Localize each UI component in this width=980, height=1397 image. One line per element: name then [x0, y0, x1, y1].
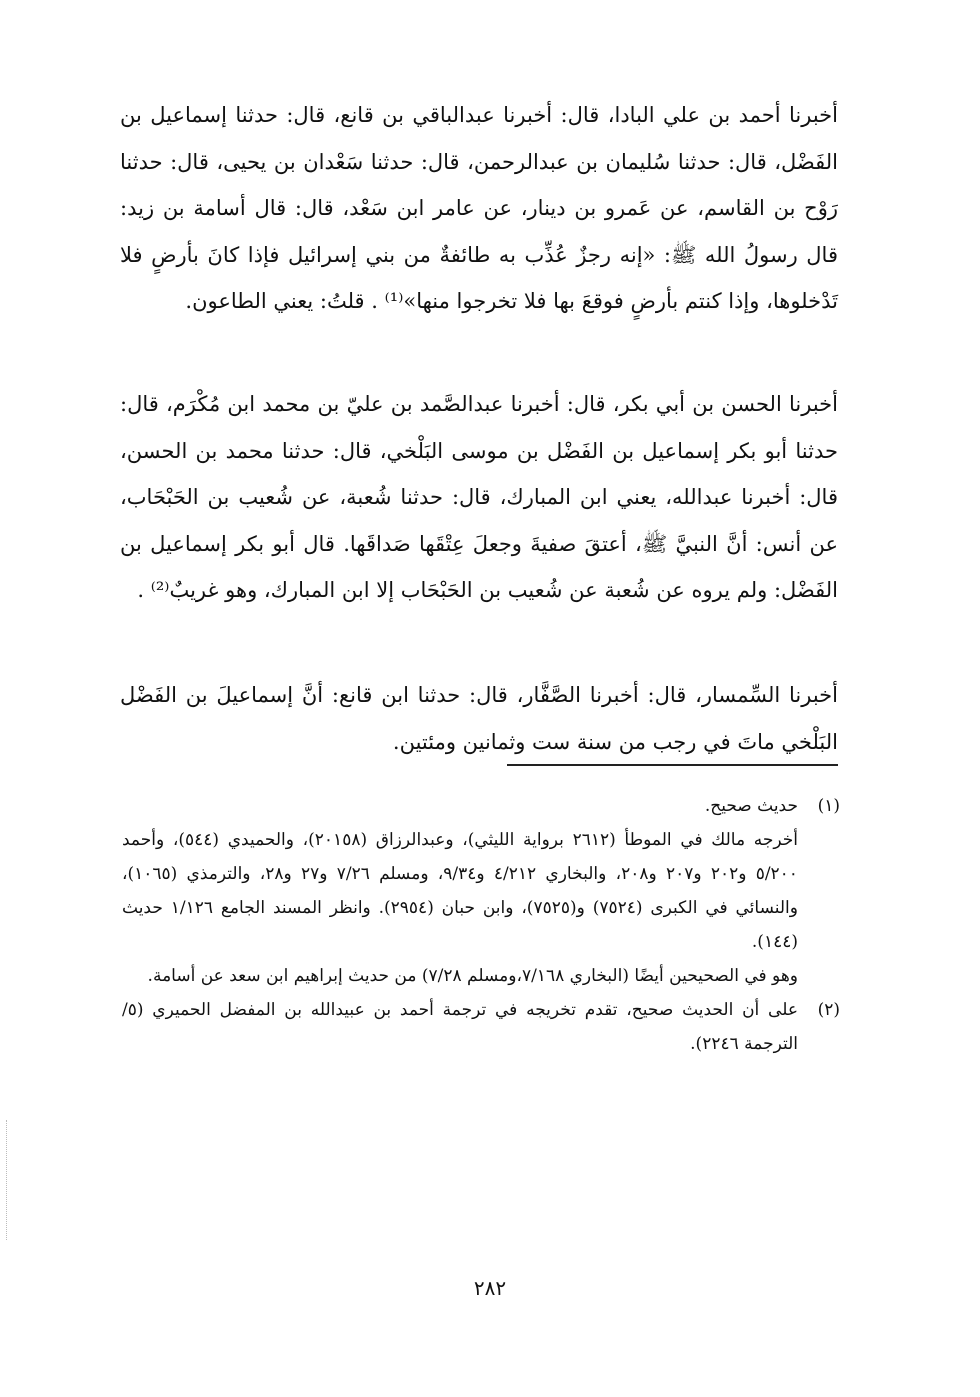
- footnote-number: (٢): [817, 1000, 840, 1020]
- footnote-text: حديث صحيح.: [704, 796, 798, 816]
- footnote-number: (١): [817, 796, 840, 816]
- footnote-text: أخرجه مالك في الموطأ (٢٦١٢ برواية الليثي)، وعبدالرزاق (٢٠١٥٨)، والحميدي (٥٤٤)، وأحمد ٥/٢٠٠ و٢٠٢ و٢٠٧ و٢٠٨، والبخاري ٤/٢١٢ و٩/٣٤، ومسلم ٧/٢٦ و٢٧ و٢٨، والترمذي (١٠٦٥)، والنسائي في الكبرى (٧٥٢٤) و(٧٥٢٥)، وابن حبان (٢٩٥٤). وانظر المسند الجامع ١/١٢٦ حديث (١٤٤).: [122, 830, 798, 952]
- footnote-2: [122, 993, 840, 1061]
- footnote-text: على أن الحديث صحيح، تقدم تخريجه في ترجمة أحمد بن عبيدالله بن المفضل الحميري (٥/الترجمة ٢٢٤٦).: [122, 1000, 798, 1054]
- paragraph-3: أخبرنا السِّمسار، قال: أخبرنا الصَّفَّار، قال: حدثنا ابن قانع: أنَّ إسماعيلَ بن الفَضْل البَلْخي ماتَ في رجب من سنة ست وثمانين ومئتين.: [120, 683, 838, 754]
- footnote-text: وهو في الصحيحين أيضًا (البخاري ٧/١٦٨،ومسلم ٧/٢٨) من حديث إبراهيم ابن سعد عن أسامة.: [147, 966, 798, 986]
- footnotes: [122, 789, 840, 1061]
- footnote-1: [122, 789, 840, 823]
- scan-artifact: [6, 1120, 9, 1240]
- footnote-separator: [507, 764, 838, 766]
- page-number: ٢٨٢: [473, 1276, 507, 1300]
- paragraph-1: أخبرنا أحمد بن علي البادا، قال: أخبرنا عبدالباقي بن قانع، قال: حدثنا إسماعيل بن الفَضْل، قال: حدثنا سُليمان بن عبدالرحمن، قال: حدثنا سَعْدان بن يحيى، قال: حدثنا رَوْح بن القاسم، عن عَمرو بن دينار، عن عامر ابن سَعْد، قال: قال أسامة بن زيد: قال رسولُ الله ﷺ: «إنه رجزٌ عُذِّب به طائفةٌ من بني إسرائيل فإذا كانَ بأرضٍ فلا تَدْخلوها، وإذا كنتم بأرضٍ فوقعَ بها فلا تخرجوا منها»⁽¹⁾ . قلتُ: يعني الطاعون.: [120, 103, 838, 313]
- paragraph-2: أخبرنا الحسن بن أبي بكر، قال: أخبرنا عبدالصَّمد بن عليّ بن محمد ابن مُكْرَم، قال: حدثنا أبو بكر إسماعيل بن الفَضْل بن موسى البَلْخي، قال: حدثنا محمد بن الحسن، قال: أخبرنا عبدالله، يعني ابن المبارك، قال: حدثنا شُعبة، عن شُعيب بن الحَبْحَاب، عن أنس: أنَّ النبيَّ ﷺ، أعتقَ صفيةَ وجعلَ عِتْقَها صَداقَها. قال أبو بكر إسماعيل بن الفَضْل: ولم يروه عن شُعبة عن شُعيب بن الحَبْحَاب إلا ابن المبارك، وهو غريبٌ⁽²⁾ .: [120, 392, 838, 602]
